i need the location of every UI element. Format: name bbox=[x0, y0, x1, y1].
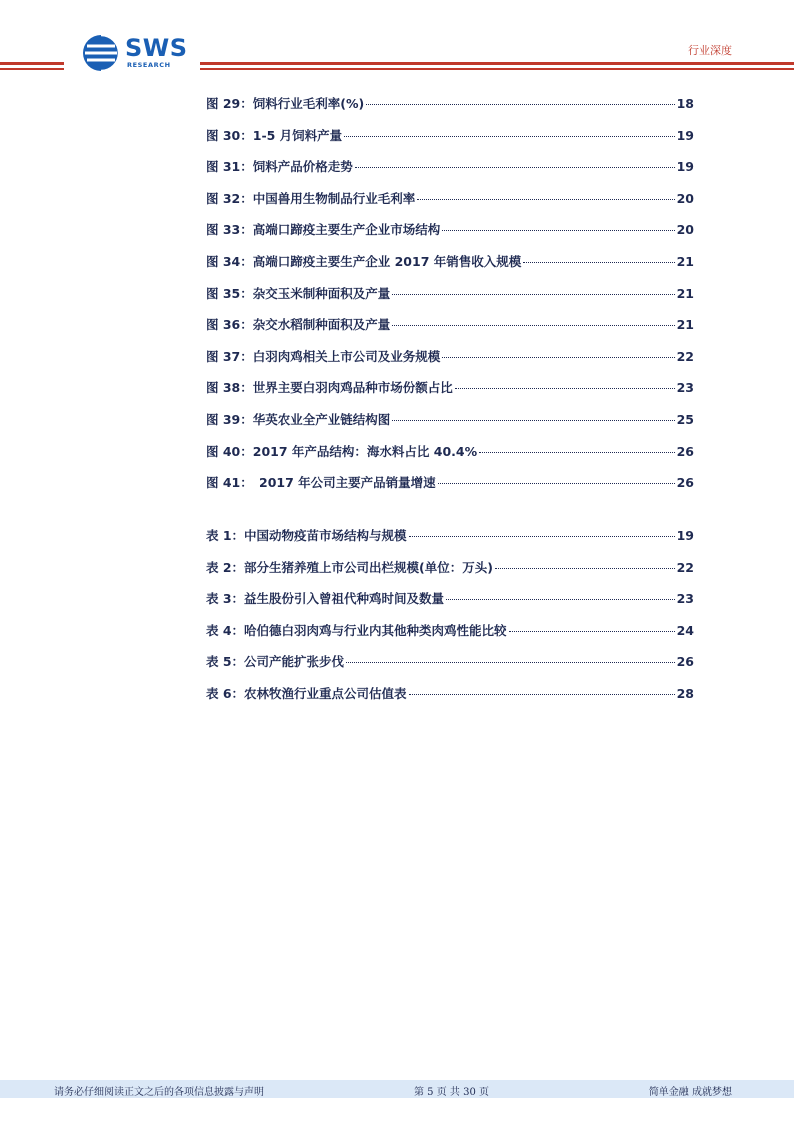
logo-subtitle: RESEARCH bbox=[127, 61, 171, 69]
header-rule bbox=[200, 62, 794, 65]
toc-page-number: 24 bbox=[676, 622, 694, 638]
toc-entry-label: 图 30：1-5 月饲料产量 bbox=[206, 127, 343, 143]
toc-entry-label: 图 32：中国兽用生物制品行业毛利率 bbox=[206, 190, 416, 206]
toc-leader-dots bbox=[346, 662, 675, 663]
toc-page-number: 23 bbox=[676, 380, 694, 396]
toc-page-number: 20 bbox=[676, 190, 694, 206]
page-header bbox=[0, 0, 794, 80]
toc-entry-label: 图 40：2017 年产品结构：海水料占比 40.4% bbox=[206, 443, 478, 459]
toc-leader-dots bbox=[409, 536, 675, 537]
toc-entry-label: 图 29：饲料行业毛利率(%) bbox=[206, 96, 365, 111]
sws-logo bbox=[82, 34, 192, 72]
header-rule bbox=[0, 62, 64, 65]
footer-disclaimer: 请务必仔细阅读正文之后的各项信息披露与声明 bbox=[54, 1087, 264, 1098]
toc-table-entry[interactable] bbox=[206, 621, 694, 653]
toc-leader-dots bbox=[366, 104, 674, 105]
toc-entry-label: 表 5：公司产能扩张步伐 bbox=[206, 654, 345, 670]
toc-leader-dots bbox=[446, 599, 675, 600]
toc-leader-dots bbox=[509, 631, 675, 632]
toc-table-entry[interactable] bbox=[206, 589, 694, 621]
toc-figure-entry[interactable] bbox=[206, 347, 694, 379]
toc-table-entry[interactable] bbox=[206, 558, 694, 590]
toc-figure-entry[interactable] bbox=[206, 252, 694, 284]
toc-page-number: 26 bbox=[676, 654, 694, 670]
document-type-label: 行业深度 bbox=[688, 44, 732, 57]
toc-leader-dots bbox=[417, 199, 674, 200]
toc-page-number: 22 bbox=[676, 559, 694, 575]
toc-leader-dots bbox=[479, 452, 674, 453]
toc-figure-entry[interactable] bbox=[206, 315, 694, 347]
toc-entry-label: 图 38：世界主要白羽肉鸡品种市场份额占比 bbox=[206, 380, 453, 396]
toc-page-number: 20 bbox=[676, 222, 694, 238]
toc-table-entry[interactable] bbox=[206, 684, 694, 716]
toc-leader-dots bbox=[438, 483, 675, 484]
toc-leader-dots bbox=[455, 388, 675, 389]
toc-leader-dots bbox=[442, 230, 674, 231]
toc-table-entry[interactable] bbox=[206, 526, 694, 558]
toc-figure-entry[interactable] bbox=[206, 442, 694, 474]
toc-leader-dots bbox=[392, 420, 674, 421]
toc-page-number: 18 bbox=[676, 96, 694, 111]
toc-page-number: 19 bbox=[676, 127, 694, 143]
figure-list bbox=[206, 94, 694, 505]
toc-entry-label: 图 35：杂交玉米制种面积及产量 bbox=[206, 285, 391, 301]
toc-page-number: 19 bbox=[676, 528, 694, 543]
toc-page-number: 21 bbox=[676, 253, 694, 269]
toc-leader-dots bbox=[409, 694, 675, 695]
toc-figure-entry[interactable] bbox=[206, 378, 694, 410]
table-list bbox=[206, 526, 694, 716]
toc-figure-entry[interactable] bbox=[206, 284, 694, 316]
toc-table-entry[interactable] bbox=[206, 652, 694, 684]
toc-page-number: 21 bbox=[676, 285, 694, 301]
toc-entry-label: 图 41： 2017 年公司主要产品销量增速 bbox=[206, 475, 436, 491]
toc-page-number: 19 bbox=[676, 159, 694, 175]
toc-page-number: 25 bbox=[676, 411, 694, 427]
toc-entry-label: 表 4：哈伯德白羽肉鸡与行业内其他种类肉鸡性能比较 bbox=[206, 622, 507, 638]
toc-entry-label: 图 31：饲料产品价格走势 bbox=[206, 159, 353, 175]
header-rule-thin bbox=[200, 68, 794, 70]
toc-leader-dots bbox=[523, 262, 674, 263]
toc-entry-label: 表 2：部分生猪养殖上市公司出栏规模(单位：万头) bbox=[206, 559, 493, 575]
header-rule-thin bbox=[0, 68, 64, 70]
toc-page-number: 23 bbox=[676, 591, 694, 607]
sws-globe-icon bbox=[82, 34, 120, 72]
toc-leader-dots bbox=[355, 167, 675, 168]
toc-page-number: 28 bbox=[676, 685, 694, 701]
toc-leader-dots bbox=[392, 325, 674, 326]
toc-figure-entry[interactable] bbox=[206, 473, 694, 505]
toc-figure-entry[interactable] bbox=[206, 189, 694, 221]
toc-page-number: 22 bbox=[676, 348, 694, 364]
toc-entry-label: 表 6：农林牧渔行业重点公司估值表 bbox=[206, 685, 407, 701]
toc-entry-label: 表 1：中国动物疫苗市场结构与规模 bbox=[206, 528, 407, 543]
toc-entry-label: 图 33：高端口蹄疫主要生产企业市场结构 bbox=[206, 222, 441, 238]
page-footer bbox=[0, 1080, 794, 1098]
toc-leader-dots bbox=[495, 568, 675, 569]
toc-leader-dots bbox=[442, 357, 674, 358]
toc-figure-entry[interactable] bbox=[206, 157, 694, 189]
toc-page-number: 26 bbox=[676, 475, 694, 491]
toc-entry-label: 图 37：白羽肉鸡相关上市公司及业务规模 bbox=[206, 348, 441, 364]
toc-figure-entry[interactable] bbox=[206, 94, 694, 126]
toc-leader-dots bbox=[392, 294, 674, 295]
toc-entry-label: 图 34：高端口蹄疫主要生产企业 2017 年销售收入规模 bbox=[206, 253, 522, 269]
toc-figure-entry[interactable] bbox=[206, 220, 694, 252]
toc-entry-label: 图 39：华英农业全产业链结构图 bbox=[206, 411, 391, 427]
toc-page-number: 26 bbox=[676, 443, 694, 459]
toc-page-number: 21 bbox=[676, 317, 694, 333]
toc-leader-dots bbox=[344, 136, 674, 137]
logo-wordmark: SWS bbox=[125, 34, 188, 62]
toc-figure-entry[interactable] bbox=[206, 410, 694, 442]
toc-entry-label: 表 3：益生股份引入曾祖代种鸡时间及数量 bbox=[206, 591, 445, 607]
footer-slogan: 简单金融 成就梦想 bbox=[648, 1087, 732, 1098]
footer-page-number: 第 5 页 共 30 页 bbox=[414, 1087, 489, 1098]
toc-entry-label: 图 36：杂交水稻制种面积及产量 bbox=[206, 317, 391, 333]
toc-figure-entry[interactable] bbox=[206, 126, 694, 158]
